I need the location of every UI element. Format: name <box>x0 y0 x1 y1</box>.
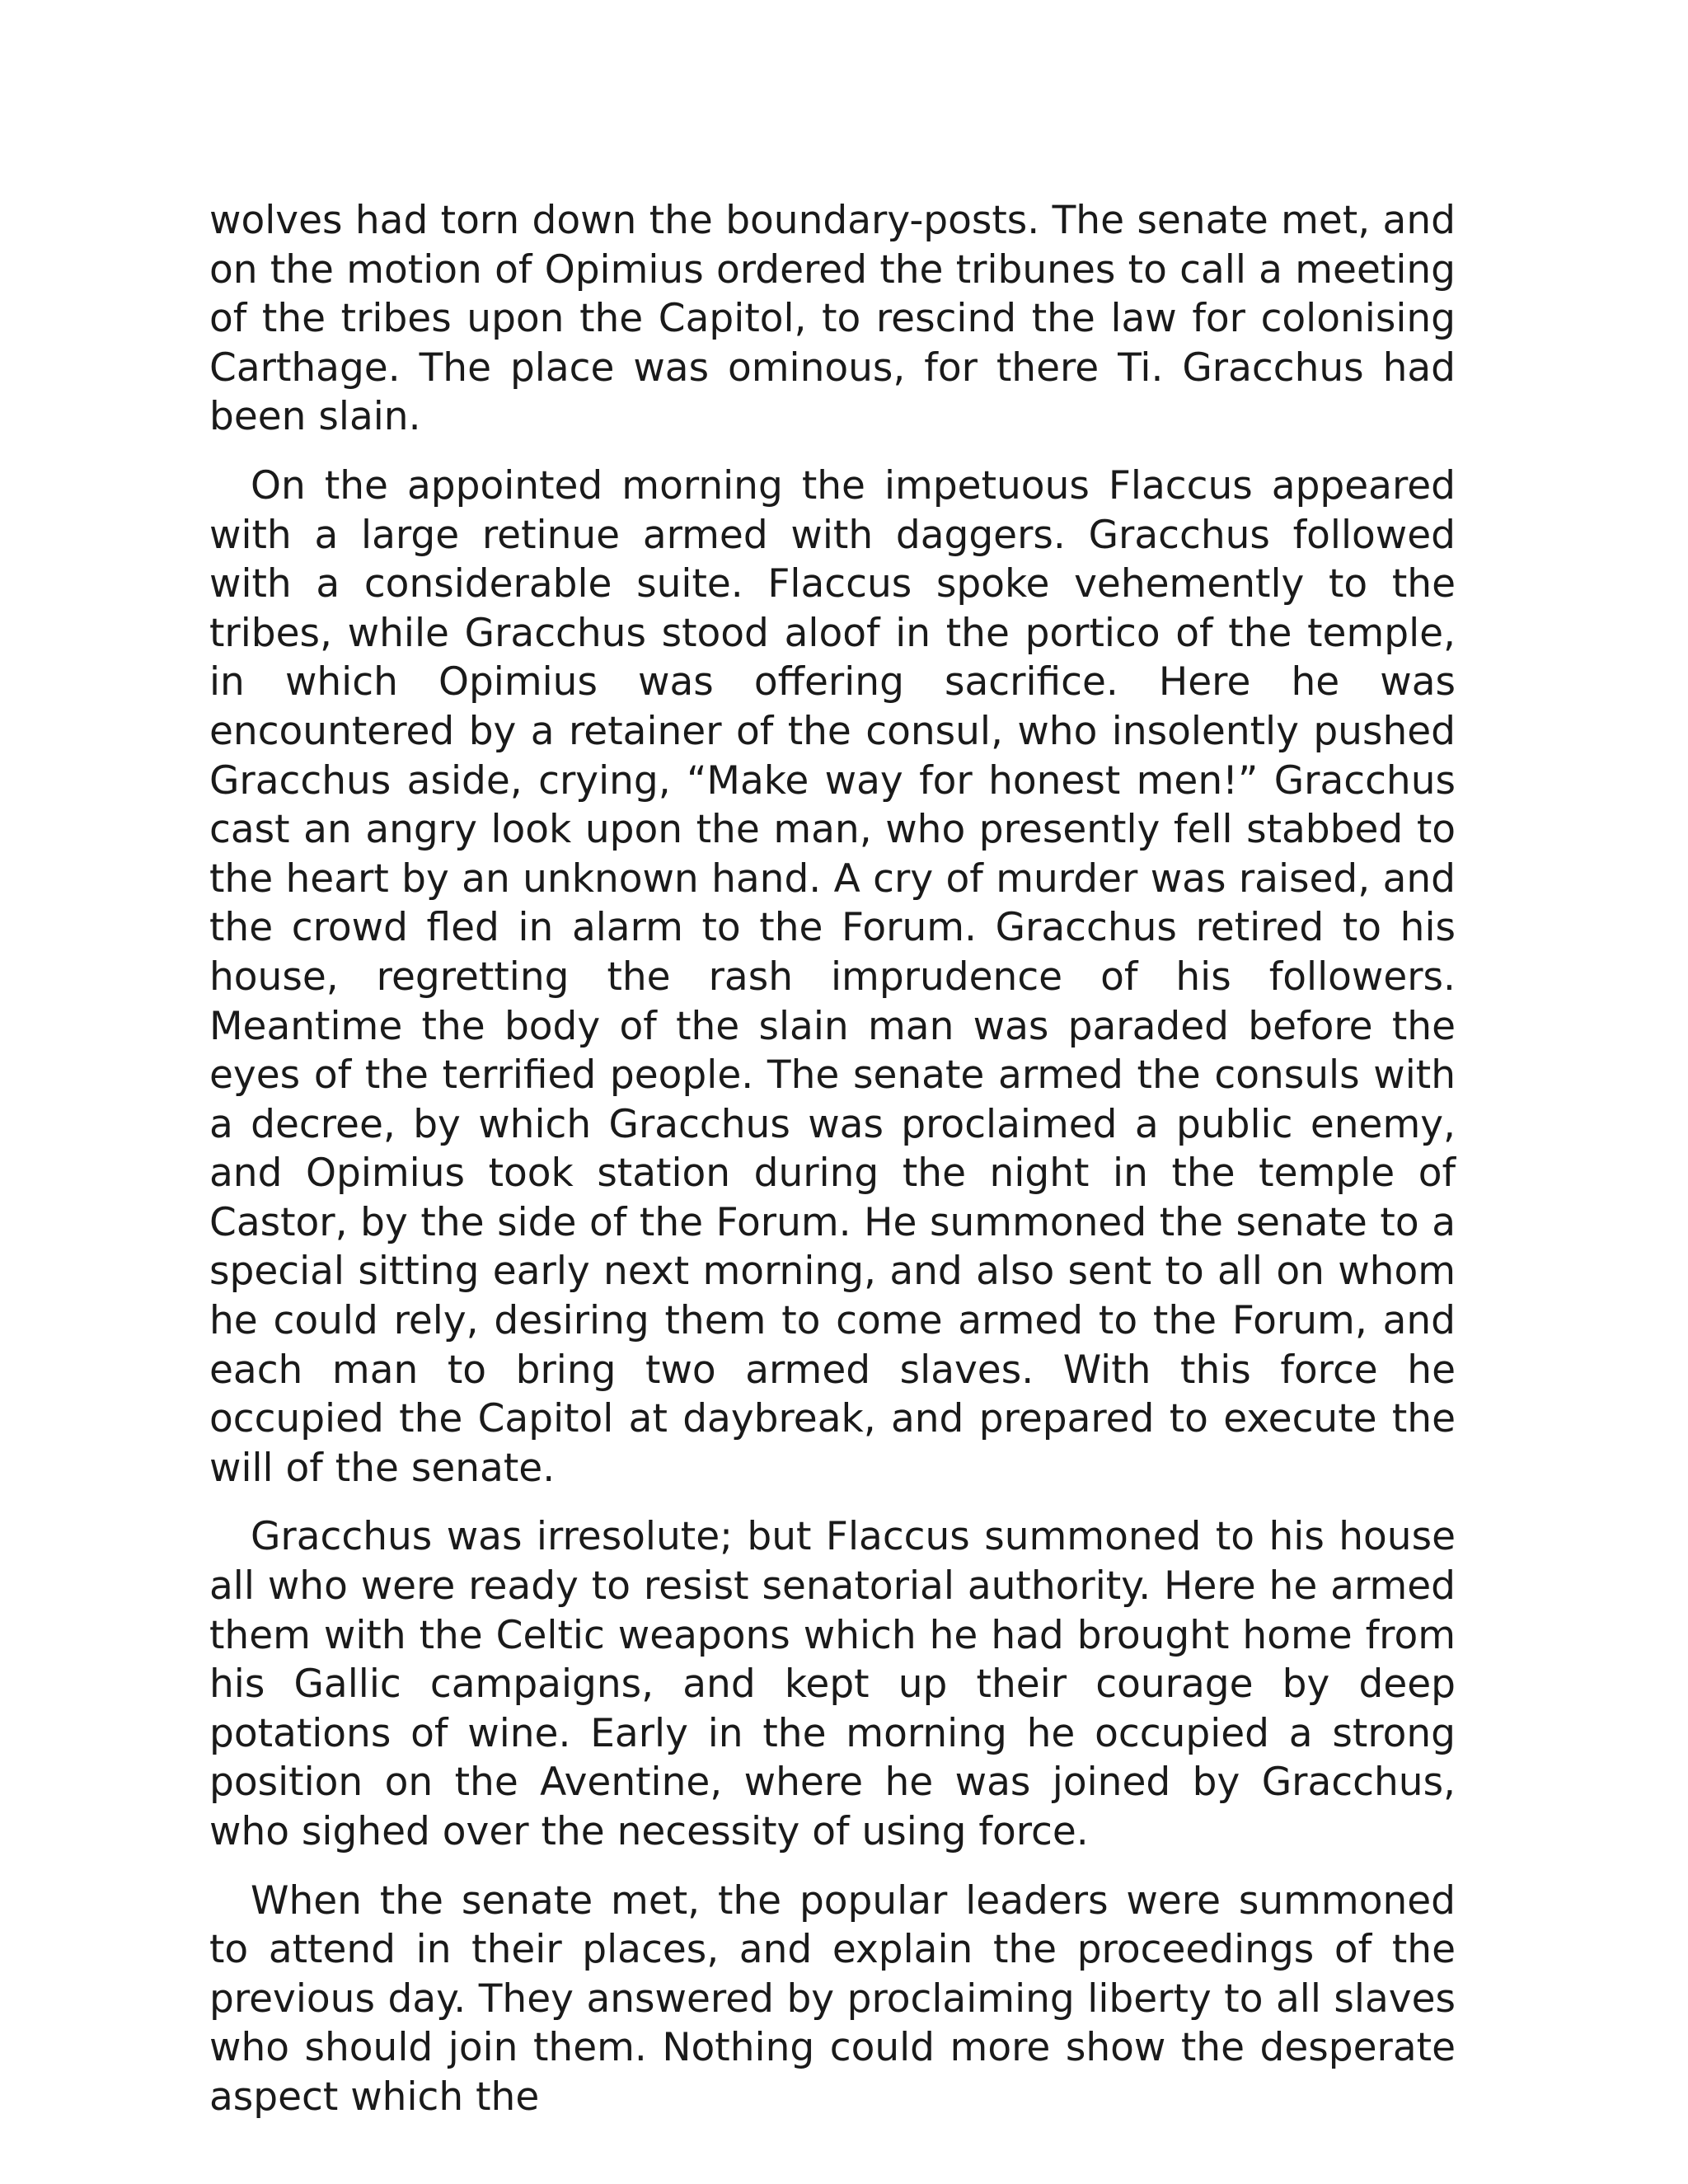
paragraph-3: Gracchus was irresolute; but Flaccus summoned to his house all who were ready to resist senatorial authority. Here he armed them with the Celtic weapons which he had brought home from his Gallic campaigns, and kept up their courage by deep potations of wine. Early in the morning he occupied a strong position on the Aventine, where he was joined by Gracchus, who sighed over the necessity of using force. <box>209 1514 1456 1854</box>
paragraph-1: wolves had torn down the boundary-posts. The senate met, and on the motion of Opimius ordered the tribunes to call a meeting of the tribes upon the Capitol, to rescind the law for colonising Carthage. The place was ominous, for there Ti. Gracchus had been slain. <box>209 198 1456 440</box>
paragraph-2: On the appointed morning the impetuous Flaccus appeared with a large retinue armed with daggers. Gracchus followed with a considerable suite. Flaccus spoke vehemently to the tribes, while Gracchus stood aloof in the portico of the temple, in which Opimius was offering sacrifice. Here he was encountered by a retainer of the consul, who insolently pushed Gracchus aside, crying, “Make way for honest men!” Gracchus cast an angry look upon the man, who presently fell stabbed to the heart by an unknown hand. A cry of murder was raised, and the crowd fled in alarm to the Forum. Gracchus retired to his house, regretting the rash imprudence of his followers. Meantime the body of the slain man was paraded before the eyes of the terrified people. The senate armed the consuls with a decree, by which Gracchus was proclaimed a public enemy, and Opimius took station during the night in the temple of Castor, by the side of the Forum. He summoned the senate to a special sitting early next morning, and also sent to all on whom he could rely, desiring them to come armed to the Forum, and each man to bring two armed slaves. With this force he occupied the Capitol at daybreak, and prepared to execute the will of the senate. <box>209 462 1456 1491</box>
paragraph-4: When the senate met, the popular leaders were summoned to attend in their places, and explain the proceedings of the previous day. They answered by proclaiming liberty to all slaves who should join them. Nothing could more show the desperate aspect which the <box>209 1877 1456 2120</box>
page-body <box>209 196 1456 2142</box>
